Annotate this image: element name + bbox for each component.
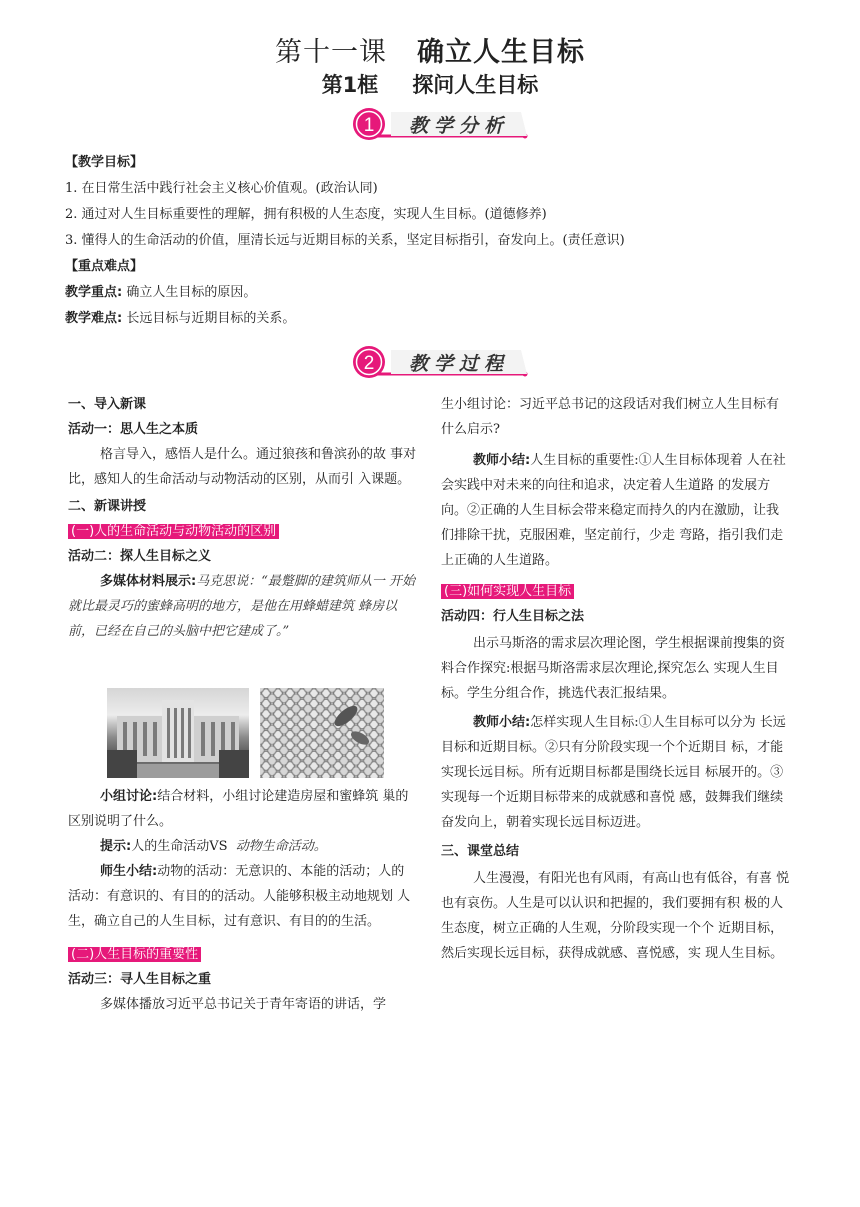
- section-title: [0, 69, 860, 99]
- activity-2: 活动二：探人生目标之义: [68, 549, 212, 564]
- hard-text: 长远目标与近期目标的关系。: [126, 311, 296, 326]
- honeycomb-photo: [260, 688, 384, 778]
- group-text: 结合材料，小组讨论建造房屋和蜜蜂筑 巢的区别说明了什么。: [68, 789, 409, 829]
- building-graphic: [107, 688, 249, 778]
- summary-text: 动物的活动：无意识的、本能的活动；人的 活动：有意识的、有目的的活动。人能够积极主动地规划 人生，确立自己的人生目标，过有意识、有目的的生活。: [68, 864, 411, 929]
- summary-text: 人生目标的重要性:①人生目标体现着 人在社会实践中对未来的向往和追求，决定着人生道路 的发展方向。②正确的人生目标会带来稳定而持久的内在激励，让我们排除干扰，克服困难，坚定前行，少走 弯路，指引我们走上正确的人生道路。: [441, 453, 786, 568]
- goals-heading: 【教学目标】: [65, 155, 144, 170]
- goal-item: 2. 通过对人生目标重要性的理解，拥有积极的人生态度，实现人生目标。(道德修养): [65, 207, 547, 222]
- section-tag-3: (三)如何实现人生目标: [441, 584, 574, 599]
- badge-number: 2: [363, 353, 375, 374]
- media-label: 多媒体材料展示:: [100, 574, 197, 589]
- group-label: 小组讨论:: [100, 789, 158, 804]
- badge-number: 1: [363, 115, 375, 136]
- section-name: 探问人生目标: [412, 73, 539, 97]
- section-tag-1: (一)人的生命活动与动物活动的区别: [68, 524, 279, 539]
- heading-intro: 一、导入新课: [68, 397, 147, 412]
- teaching-goals: [65, 150, 825, 332]
- activity-1: 活动一：思人生之本质: [68, 422, 199, 437]
- teacher-summary: [441, 448, 791, 573]
- hard-label: 教学难点:: [65, 311, 123, 326]
- summary-text: 怎样实现人生目标:①人生目标可以分为 长远目标和近期目标。②只有分阶段实现一个个近期目 标，才能实现长远目标。所有近期目标都是围绕长远目 标展开的。③实现每一个近期目标带来的成就感和喜悦 感，鼓舞我们继续奋发向上，朝着实现长远目标迈进。: [441, 715, 786, 830]
- teaching-analysis-badge: [351, 108, 529, 140]
- building-photo: [107, 688, 249, 778]
- key-label: 教学重点:: [65, 285, 123, 300]
- paragraph: 格言导入，感悟人是什么。通过狼孩和鲁滨孙的故 事对比，感知人的生命活动与动物活动的区别，从而引 入课题。: [68, 447, 417, 487]
- media-paragraph: [68, 569, 418, 644]
- hint-label: 提示:: [100, 839, 132, 854]
- paragraph: 多媒体播放习近平总书记关于青年寄语的讲话，学: [100, 997, 387, 1012]
- teacher-student-summary: [68, 859, 418, 934]
- activity-3: 活动三：寻人生目标之重: [68, 972, 212, 987]
- goal-item: 1. 在日常生活中践行社会主义核心价值观。(政治认同): [65, 181, 378, 196]
- heading-new-lesson: 二、新课讲授: [68, 499, 147, 514]
- media-text: 马克思说：“最蹩脚的建筑师从一 开始就比最灵巧的蜜蜂高明的地方，是他在用蜂蜡建筑 蜂房以前，已经在自己的头脑中把它建成了。”: [68, 574, 415, 639]
- summary-label: 师生小结:: [100, 864, 158, 879]
- right-column: [441, 392, 791, 966]
- goal-item: 3. 懂得人的生命活动的价值，厘清长远与近期目标的关系，坚定目标指引，奋发向上。(责任意识): [65, 233, 625, 248]
- key-point: [65, 280, 825, 306]
- lesson-number: 第十一课: [275, 37, 387, 68]
- paragraph: 生小组讨论：习近平总书记的这段话对我们树立人生目标有什么启示?: [441, 397, 780, 437]
- left-column-lower: [68, 784, 418, 1017]
- lesson-title: [0, 30, 860, 69]
- key-heading: 【重点难点】: [65, 259, 144, 274]
- teacher-summary-2: [441, 710, 791, 835]
- section-tag-2: (二)人生目标的重要性: [68, 947, 201, 962]
- left-column: [68, 392, 418, 644]
- badge-text: 教学过程: [409, 353, 510, 375]
- heading-summary: 三、课堂总结: [441, 844, 520, 859]
- badge-text: 教学分析: [409, 115, 510, 137]
- hint-text: 人的生命活动VS: [131, 839, 228, 854]
- hint: [68, 834, 418, 859]
- hint-text2: 动物生命活动。: [235, 839, 327, 854]
- paragraph: 出示马斯洛的需求层次理论图，学生根据课前搜集的资料合作探究:根据马斯洛需求层次理论,探究怎么 实现人生目标。学生分组合作，挑选代表汇报结果。: [441, 636, 786, 701]
- section-number: 第1框: [321, 73, 379, 97]
- group-discussion: [68, 784, 418, 834]
- lesson-name: 确立人生目标: [417, 37, 585, 68]
- teaching-process-badge: [351, 346, 529, 378]
- key-text: 确立人生目标的原因。: [126, 285, 257, 300]
- summary-label: 教师小结:: [473, 453, 531, 468]
- honeycomb-graphic: [260, 688, 384, 778]
- summary-label: 教师小结:: [473, 715, 531, 730]
- paragraph: 人生漫漫，有阳光也有风雨，有高山也有低谷，有喜 悦也有哀伤。人生是可以认识和把握的，我们要拥有积 极的人生态度，树立正确的人生观，分阶段实现一个个 近期目标，然后实现长远目标，获得成就感、喜悦感，实 现人生目标。: [441, 871, 790, 961]
- activity-4: 活动四：行人生目标之法: [441, 609, 585, 624]
- hard-point: [65, 306, 825, 332]
